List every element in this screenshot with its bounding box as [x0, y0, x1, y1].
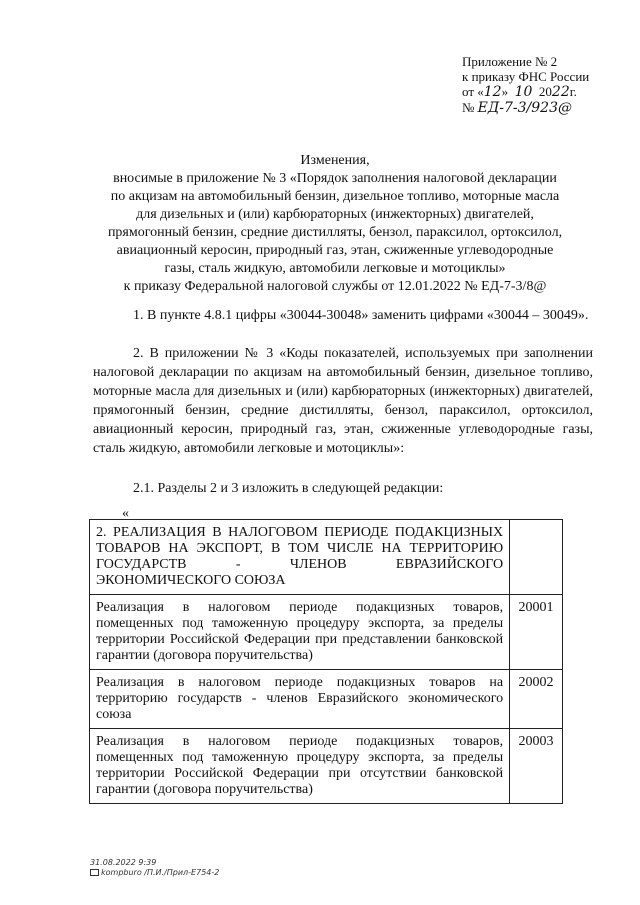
title-line: вносимые в приложение № 3 «Порядок заполнения налоговой декларации	[113, 171, 557, 186]
row-description: Реализация в налоговом периоде подакцизных товаров, помещенных под таможенную процедуру экспорта, за пределы территории Российской Федерации при отсутствии банковской гарантии (договора поручительства)	[90, 729, 510, 804]
title-line: газы, сталь жидкую, автомобили легковые и мотоциклы»	[164, 261, 506, 276]
title-line: к приказу Федеральной налоговой службы от 12.01.2022 № ЕД-7-3/8@	[123, 279, 547, 294]
table-row	[90, 595, 563, 670]
codes-table	[89, 519, 563, 804]
section-code-cell	[510, 520, 563, 595]
row-code: 20003	[510, 729, 563, 804]
paragraph-2-1: 2.1. Разделы 2 и 3 изложить в следующей редакции:	[133, 481, 444, 496]
section-title: 2. РЕАЛИЗАЦИЯ В НАЛОГОВОМ ПЕРИОДЕ ПОДАКЦИЗНЫХ ТОВАРОВ НА ЭКСПОРТ, В ТОМ ЧИСЛЕ НА ТЕРРИТОРИЮ ГОСУДАРСТВ - ЧЛЕНОВ ЕВРАЗИЙСКОГО ЭКОНОМИЧЕСКОГО СОЮЗА	[90, 520, 510, 595]
row-code: 20002	[510, 670, 563, 729]
title-line: для дизельных и (или) карбюраторных (инжекторных) двигателей,	[136, 207, 534, 222]
appendix-header	[462, 54, 589, 116]
appendix-title: Приложение № 2	[462, 54, 558, 69]
table-row	[90, 670, 563, 729]
paragraph-1: 1. В пункте 4.8.1 цифры «30044-30048» заменить цифрами «30044 – 30049».	[133, 308, 589, 323]
table-section-header	[90, 520, 563, 595]
title-line: Изменения,	[300, 153, 370, 168]
file-icon	[90, 869, 99, 876]
title-line: прямогонный бензин, средние дистилляты, бензол, параксилол, ортоксилол,	[107, 225, 563, 240]
table-row	[90, 729, 563, 804]
title-line: по акцизам на автомобильный бензин, дизельное топливо, моторные масла	[110, 189, 560, 204]
paragraph-2: 2. В приложении № 3 «Коды показателей, используемых при заполнении налоговой декларации по акцизам на автомобильный бензин, дизельное топливо, моторные масла для дизельных и (или) карбюраторных (инжекторных) двигателей, прямогонный бензин, средние дистилляты, бензол, параксилол, ортоксилол, авиационный керосин, природный газ, этан, сжиженные углеводородные газы, сталь жидкую, автомобили легковые и мотоциклы»:	[93, 346, 593, 456]
appendix-number: № ЕД-7-3/923@	[462, 100, 572, 116]
handwritten-year: 22	[551, 84, 570, 100]
handwritten-day: 12	[483, 84, 502, 100]
appendix-date: от «12» 10 2022г.	[462, 84, 577, 100]
opening-quote: «	[122, 506, 129, 521]
title-line: авиационный керосин, природный газ, этан, сжиженные углеводородные	[116, 243, 554, 258]
handwritten-number: ЕД-7-3/923@	[477, 100, 572, 116]
handwritten-month: 10	[514, 84, 533, 100]
file-path: kompburo /П.И./Прил-Е754-2	[101, 868, 220, 877]
row-description: Реализация в налоговом периоде подакцизных товаров, помещенных под таможенную процедуру экспорта, за пределы территории Российской Федерации при представлении банковской гарантии (договора поручительства)	[90, 595, 510, 670]
row-code: 20001	[510, 595, 563, 670]
print-footer	[90, 858, 219, 878]
row-description: Реализация в налоговом периоде подакцизных товаров на территорию государств - членов Евразийского экономического союза	[90, 670, 510, 729]
document-title	[90, 152, 580, 296]
appendix-order-ref: к приказу ФНС России	[462, 69, 590, 84]
print-timestamp: 31.08.2022 9:39	[90, 858, 157, 867]
